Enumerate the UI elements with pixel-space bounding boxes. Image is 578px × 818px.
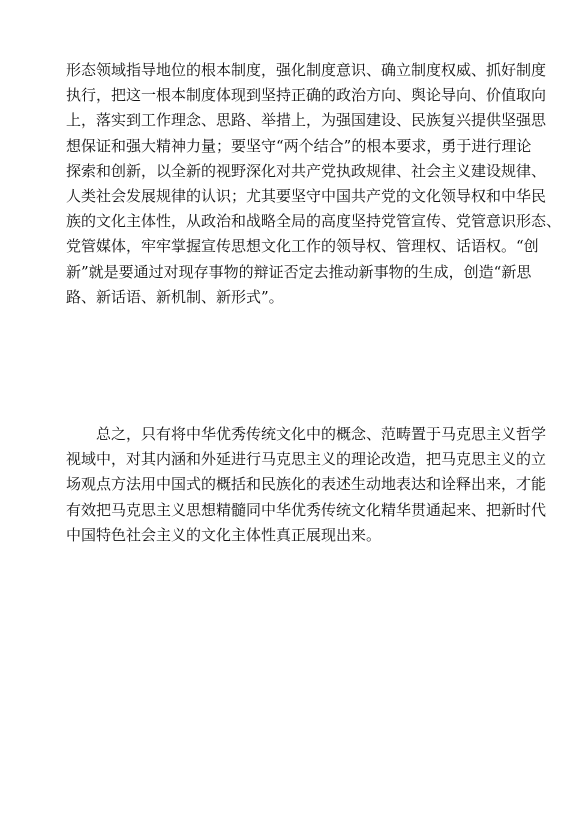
paragraph-line: 执行，把这一根本制度体现到坚持正确的政治方向、舆论导向、价值取向	[66, 86, 547, 105]
paragraph-line: 想保证和强大精神力量；要坚守“两个结合”的根本要求，勇于进行理论	[66, 136, 532, 155]
paragraph-line: 有效把马克思主义思想精髓同中华优秀传统文化精华贯通起来、把新时代	[66, 500, 547, 519]
paragraph-line: 中国特色社会主义的文化主体性真正展现出来。	[66, 525, 382, 544]
paragraph-line: 场观点方法用中国式的概括和民族化的表述生动地表达和诠释出来，才能	[66, 475, 547, 494]
paragraph-line: 路、新话语、新机制、新形式”。	[66, 287, 284, 306]
paragraph-line: 新”就是要通过对现存事物的辩证否定去推动新事物的生成，创造“新思	[66, 262, 532, 281]
paragraph-line: 探索和创新，以全新的视野深化对共产党执政规律、社会主义建设规律、	[66, 161, 547, 180]
paragraph-line: 党管媒体，牢牢掌握宣传思想文化工作的领导权、管理权、话语权。“创	[66, 237, 539, 256]
paragraph-line: 族的文化主体性，从政治和战略全局的高度坚持党管宣传、党管意识形态、	[66, 212, 562, 231]
paragraph-2	[66, 422, 547, 548]
paragraph-line: 总之，只有将中华优秀传统文化中的概念、范畴置于马克思主义哲学	[96, 425, 547, 443]
paragraph-line: 视域中，对其内涵和外延进行马克思主义的理论改造，把马克思主义的立	[66, 450, 547, 469]
paragraph-1	[66, 58, 562, 310]
paragraph-line: 人类社会发展规律的认识；尤其要坚守中国共产党的文化领导权和中华民	[66, 186, 547, 205]
paragraph-line: 上，落实到工作理念、思路、举措上，为强国建设、民族复兴提供坚强思	[66, 111, 547, 130]
paragraph-line: 形态领域指导地位的根本制度，强化制度意识、确立制度权威、抓好制度	[66, 61, 547, 79]
